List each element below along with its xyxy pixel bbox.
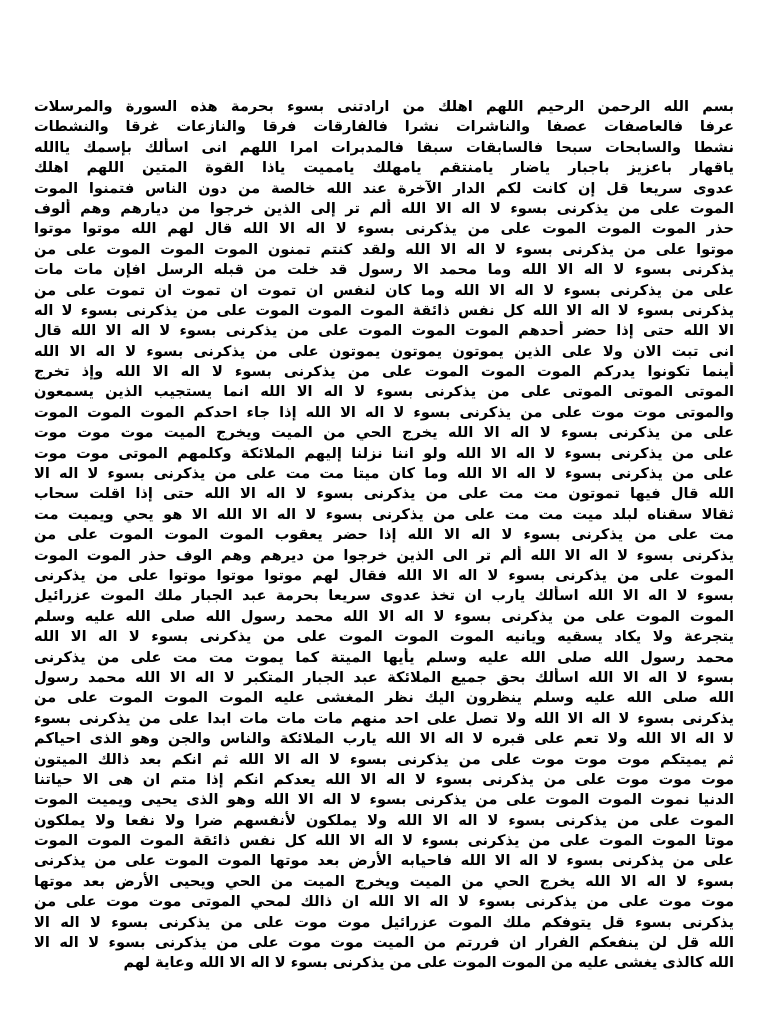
text-line: يذكرنى بسوء قل يتوفكم ملك الموت عزرائيل موت موت على من يذكرنى بسوء لا اله الا	[34, 913, 734, 931]
text-line: يذكرنى بسوء لا اله الا الله كل نفس ذائقة الموت الموت الموت على من يذكرنى بسوء لا اله	[34, 301, 734, 319]
text-line: بسوء لا اله الا الله يخرج الحي من الميت ويخرج الميت من الحي ويحيى الأرض بعد موتها	[34, 872, 734, 890]
text-line: محمد رسول الله صلى الله عليه وسلم يأيها الميتة كما يموت مت مت على من يذكرنى	[34, 648, 734, 666]
arabic-text-block	[34, 97, 734, 974]
text-line: على من يذكرنى بسوء لا اله الا الله وما كان لنفس ان تموت ان تموت ان تموت على من	[34, 281, 734, 299]
text-line: يذكرنى بسوء لا اله الا الله ولا تصل على احد منهم مات مات مات ابدا على من يذكرنى بسوء	[34, 709, 734, 727]
text-line: على من يذكرنى بسوء لا اله الا الله وما كان ميتا مت مت على من يذكرنى بسوء لا اله الا	[34, 465, 734, 483]
text-line: الله قال فيها تموتون مت مت على من يذكرنى بسوء لا اله الا الله حتى إذا اقلت سحاب	[34, 485, 734, 503]
text-line: يذكرنى بسوء لا اله الا الله ألم تر الى الذين خرجوا من ديرهم وهم الوف حذر الموت الموت	[34, 546, 734, 564]
text-line: الله كالذى يغشى عليه من الموت الموت على من يذكرنى بسوء لا اله الا الله وعاية لهم	[123, 954, 734, 972]
text-line: موت موت على من يذكرنى بسوء لا اله الا الله ان ذالك لمحي الموتى موت موت على من	[34, 893, 734, 911]
text-line: الموت على من يذكرنى بسوء لا اله الا الله ولا يملكون لأنفسهم ضرا ولا نفعا ولا يملكون	[34, 811, 734, 829]
text-line: على من يذكرنى بسوء لا اله الا الله ولو اننا نزلنا إليهم الملائكة وكلمهم الموتى موت موت	[34, 444, 734, 462]
text-line: لا اله الا الله ولا تعم على قبره لا اله الا الله يارب الملائكة والناس والجن وهو الذى احياكم	[34, 730, 734, 748]
text-line: عدوى سريعا قل إن كانت لكم الدار الآخرة عند الله خالصة من دون الناس فتمنوا الموت	[34, 179, 734, 197]
text-line: الله صلى الله عليه وسلم ينظرون اليك نظر المغشى عليه الموت الموت الموت على من	[34, 689, 734, 707]
text-line: الموت على من يذكرنى بسوء لا اله الا الله فقال لهم موتوا موتوا موتوا على من يذكرنى	[34, 566, 734, 584]
text-line: انى تبت الان ولا على الذين يموتون يموتون يموتون على من يذكرنى بسوء لا اله الا الله	[34, 342, 734, 360]
text-line: عرفا فالعاصفات عصفا والناشرات نشرا فالفارقات فرقا والنازعات غرقا والنشطات	[34, 118, 734, 136]
text-line: الدنيا نموت الموت الموت على من يذكرنى بسوء لا اله الا الله وهو الذى يحيى ويميت الموت	[34, 791, 734, 809]
text-line: حذر الموت الموت الموت على من يذكرنى بسوء لا اله الا الله قال لهم الله موتوا موتوا	[34, 220, 734, 238]
text-line: نشطا والسابحات سبحا فالسابقات سبقا فالمدبرات امرا اللهم انى اسألك بإسمك ياالله	[34, 138, 734, 156]
text-line: ثقالا سقناه لبلد ميت مت مت على من يذكرنى بسوء لا اله الا الله الا هو يحي ويميت مت	[34, 505, 734, 523]
text-line: الموت الموت على من يذكرنى بسوء لا اله الا الله محمد رسول الله صلى الله عليه وسلم	[34, 607, 734, 625]
text-line: بسم الله الرحمن الرحيم اللهم اهلك من ارادتنى بسوء بحرمة هذه السورة والمرسلات	[34, 98, 734, 115]
text-line: أينما تكونوا يدركم الموت الموت الموت على من يذكرنى بسوء لا اله الا الله وإذ تخرج	[34, 363, 734, 381]
text-line: على من يذكرنى بسوء لا اله الا الله فاحيابه الأرض بعد موتها الموت الموت على من يذكرنى	[34, 852, 734, 870]
text-line: بسوء لا اله الا الله اسألك يارب ان تخذ عدوى سريعا بحرمة عبد الجبار ملك الموت عزرائيل	[34, 587, 734, 605]
text-line: موت موت موت على من يذكرنى بسوء لا اله الا الله يعدكم انكم إذا متم ان هى الا حياتنا	[34, 770, 734, 788]
text-line: الله قل لن ينفعكم الفرار ان فررتم من الميت موت موت على من يذكرنى بسوء لا اله الا	[34, 934, 734, 952]
text-line: يذكرنى بسوء لا اله الا الله وما محمد الا رسول قد خلت من قبله الرسل افإن مات مات	[34, 261, 734, 279]
text-line: بسوء لا اله الا الله اسألك بحق جميع الملائكة عبد الجبار المتكبر لا اله الا الله محمد رسول	[34, 668, 734, 686]
text-line: يتجرعة ولا يكاد يسقيه ويانيه الموت الموت الموت على من يذكرنى بسوء لا اله الا الله	[34, 628, 734, 646]
text-line: ياقهار باعزيز باجبار ياضار يامنتقم يامهلك يامميت ياذا القوة المتين اللهم اهلك	[34, 159, 734, 177]
text-line: موتوا على من يذكرنى بسوء لا اله الا الله ولقد كنتم تمنون الموت الموت الموت على من	[34, 240, 734, 258]
text-line: والموتى موت موت على من يذكرنى بسوء لا اله الا الله إذا جاء احدكم الموت الموت الموت	[34, 403, 734, 421]
text-line: الموتى الموتى الموتى على من يذكرنى بسوء لا اله الا الله انما يستجيب الذين يسمعون	[34, 383, 734, 401]
text-line: الموت على من يذكرنى بسوء لا اله الا الله ألم تر إلى الذين خرجوا من ديارهم وهم ألوف	[34, 199, 734, 217]
text-line: مت على من يذكرنى بسوء لا اله الا الله إذا حضر يعقوب الموت الموت الموت على من	[34, 526, 734, 544]
text-line: ثم يميتكم موت موت موت على من يذكرنى بسوء لا اله الا الله ثم انكم بعد ذالك الميتون	[34, 750, 734, 768]
text-line: موتا الموت الموت على من يذكرنى بسوء لا اله الا الله كل نفس ذائقة الموت الموت الموت	[34, 832, 734, 850]
text-line: الا الله حتى إذا حضر أحدهم الموت الموت الموت على من يذكرنى بسوء لا اله الا الله قال	[34, 322, 734, 340]
text-line: على من يذكرنى بسوء لا اله الا الله يخرج الحي من الميت ويخرج الميت موت موت موت	[34, 424, 734, 442]
